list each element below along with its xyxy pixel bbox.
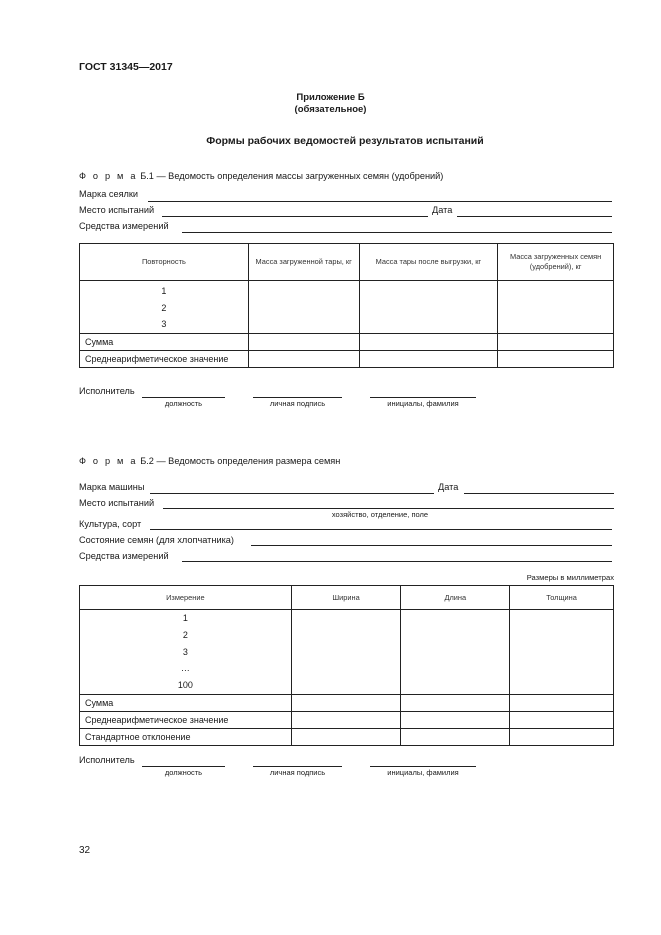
table-cell[interactable] — [510, 728, 614, 745]
form2-place-label: Место испытаний — [79, 498, 155, 508]
sig2-name-line[interactable] — [370, 766, 476, 767]
standard-number: ГОСТ 31345—2017 — [79, 61, 173, 73]
form1-mean-label: Среднеарифметическое значение — [80, 350, 249, 367]
form2-brand-label: Марка машины — [79, 482, 145, 492]
form2-table — [79, 585, 614, 746]
table-row: 3 — [161, 319, 167, 330]
form2-place-line[interactable] — [163, 508, 614, 509]
sig2-executor-label: Исполнитель — [79, 755, 135, 765]
table-row: 1 — [161, 286, 167, 296]
appendix-note: (обязательное) — [294, 104, 367, 115]
section-title: Формы рабочих ведомостей результатов испытаний — [206, 135, 484, 147]
page-number: 32 — [79, 845, 91, 856]
form2-col-length: Длина — [401, 586, 510, 610]
form2-state-line[interactable] — [251, 545, 612, 546]
form1-place-line[interactable] — [162, 216, 428, 217]
table-cell[interactable] — [401, 711, 510, 728]
form1-place-label: Место испытаний — [79, 205, 155, 215]
form2-place-hint: хозяйство, отделение, поле — [331, 510, 429, 519]
form2-date-label: Дата — [438, 482, 459, 492]
form1-brand-line[interactable] — [148, 201, 612, 202]
sig2-position-caption: должность — [164, 768, 203, 777]
sig2-position-line[interactable] — [142, 766, 225, 767]
table-cell[interactable] — [248, 333, 359, 350]
sig1-position-caption: должность — [164, 399, 203, 408]
form1-date-line[interactable] — [457, 216, 612, 217]
table-cell[interactable] — [359, 333, 498, 350]
form2-mean-label: Среднеарифметическое значение — [80, 711, 292, 728]
form2-col-measurement: Измерение — [80, 586, 292, 610]
form2-date-line[interactable] — [464, 493, 614, 494]
sig1-executor-label: Исполнитель — [79, 386, 135, 396]
form2-sum-label: Сумма — [80, 694, 292, 711]
form2-brand-line[interactable] — [150, 493, 434, 494]
form1-col-repeat: Повторность — [80, 244, 249, 281]
table-cell[interactable] — [359, 350, 498, 367]
form1-prefix: Ф о р м а — [79, 171, 138, 181]
form1-repeat-cell — [80, 281, 249, 334]
table-row: 100 — [177, 680, 193, 691]
form2-means-label: Средства измерений — [79, 551, 169, 561]
table-cell[interactable] — [291, 610, 401, 695]
form1-sum-label: Сумма — [80, 333, 249, 350]
form2-col-width: Ширина — [291, 586, 401, 610]
table-cell[interactable] — [510, 711, 614, 728]
form1-caption — [79, 171, 443, 181]
table-row: 1 — [182, 613, 188, 623]
table-cell[interactable] — [401, 728, 510, 745]
table-row: 2 — [182, 629, 188, 640]
form1-means-label: Средства измерений — [79, 221, 169, 231]
table-cell[interactable] — [291, 711, 401, 728]
form1-col-mass-after: Масса тары после выгрузки, кг — [359, 244, 498, 281]
table-cell[interactable] — [248, 281, 359, 334]
table-row: 3 — [182, 646, 188, 657]
sig2-sign-line[interactable] — [253, 766, 342, 767]
sig2-name-caption: инициалы, фамилия — [387, 768, 459, 777]
table-cell[interactable] — [248, 350, 359, 367]
form1-date-label: Дата — [432, 205, 453, 215]
table-cell[interactable] — [498, 281, 614, 334]
form1-caption-text: Б.1 — Ведомость определения массы загруженных семян (удобрений) — [140, 171, 444, 181]
form1-table — [79, 243, 614, 368]
form1-means-line[interactable] — [182, 232, 612, 233]
form2-caption — [79, 456, 340, 466]
form2-measure-cell — [80, 610, 292, 695]
form2-culture-line[interactable] — [150, 529, 612, 530]
form2-state-label: Состояние семян (для хлопчатника) — [79, 535, 234, 545]
sig1-sign-line[interactable] — [253, 397, 342, 398]
table-cell[interactable] — [510, 610, 614, 695]
table-row: 2 — [161, 302, 167, 313]
table-cell[interactable] — [498, 333, 614, 350]
table-cell[interactable] — [291, 728, 401, 745]
form2-caption-text: Б.2 — Ведомость определения размера семян — [140, 456, 341, 466]
form2-culture-label: Культура, сорт — [79, 519, 142, 529]
table-row: … — [180, 663, 190, 674]
table-cell[interactable] — [498, 350, 614, 367]
units-note: Размеры в миллиметрах — [526, 573, 614, 582]
table-cell[interactable] — [510, 694, 614, 711]
form2-col-thickness: Толщина — [510, 586, 614, 610]
table-cell[interactable] — [359, 281, 498, 334]
sig1-name-line[interactable] — [370, 397, 476, 398]
form2-std-label: Стандартное отклонение — [80, 728, 292, 745]
appendix-title: Приложение Б — [296, 92, 365, 103]
form2-means-line[interactable] — [182, 561, 612, 562]
sig1-sign-caption: личная подпись — [269, 399, 326, 408]
table-cell[interactable] — [291, 694, 401, 711]
form1-col-mass-seeds: Масса загруженных семян (удобрений), кг — [498, 244, 614, 281]
sig2-sign-caption: личная подпись — [269, 768, 326, 777]
sig1-position-line[interactable] — [142, 397, 225, 398]
form1-brand-label: Марка сеялки — [79, 189, 139, 199]
sig1-name-caption: инициалы, фамилия — [387, 399, 459, 408]
form2-prefix: Ф о р м а — [79, 456, 138, 466]
form1-col-mass-loaded: Масса загруженной тары, кг — [248, 244, 359, 281]
table-cell[interactable] — [401, 694, 510, 711]
table-cell[interactable] — [401, 610, 510, 695]
